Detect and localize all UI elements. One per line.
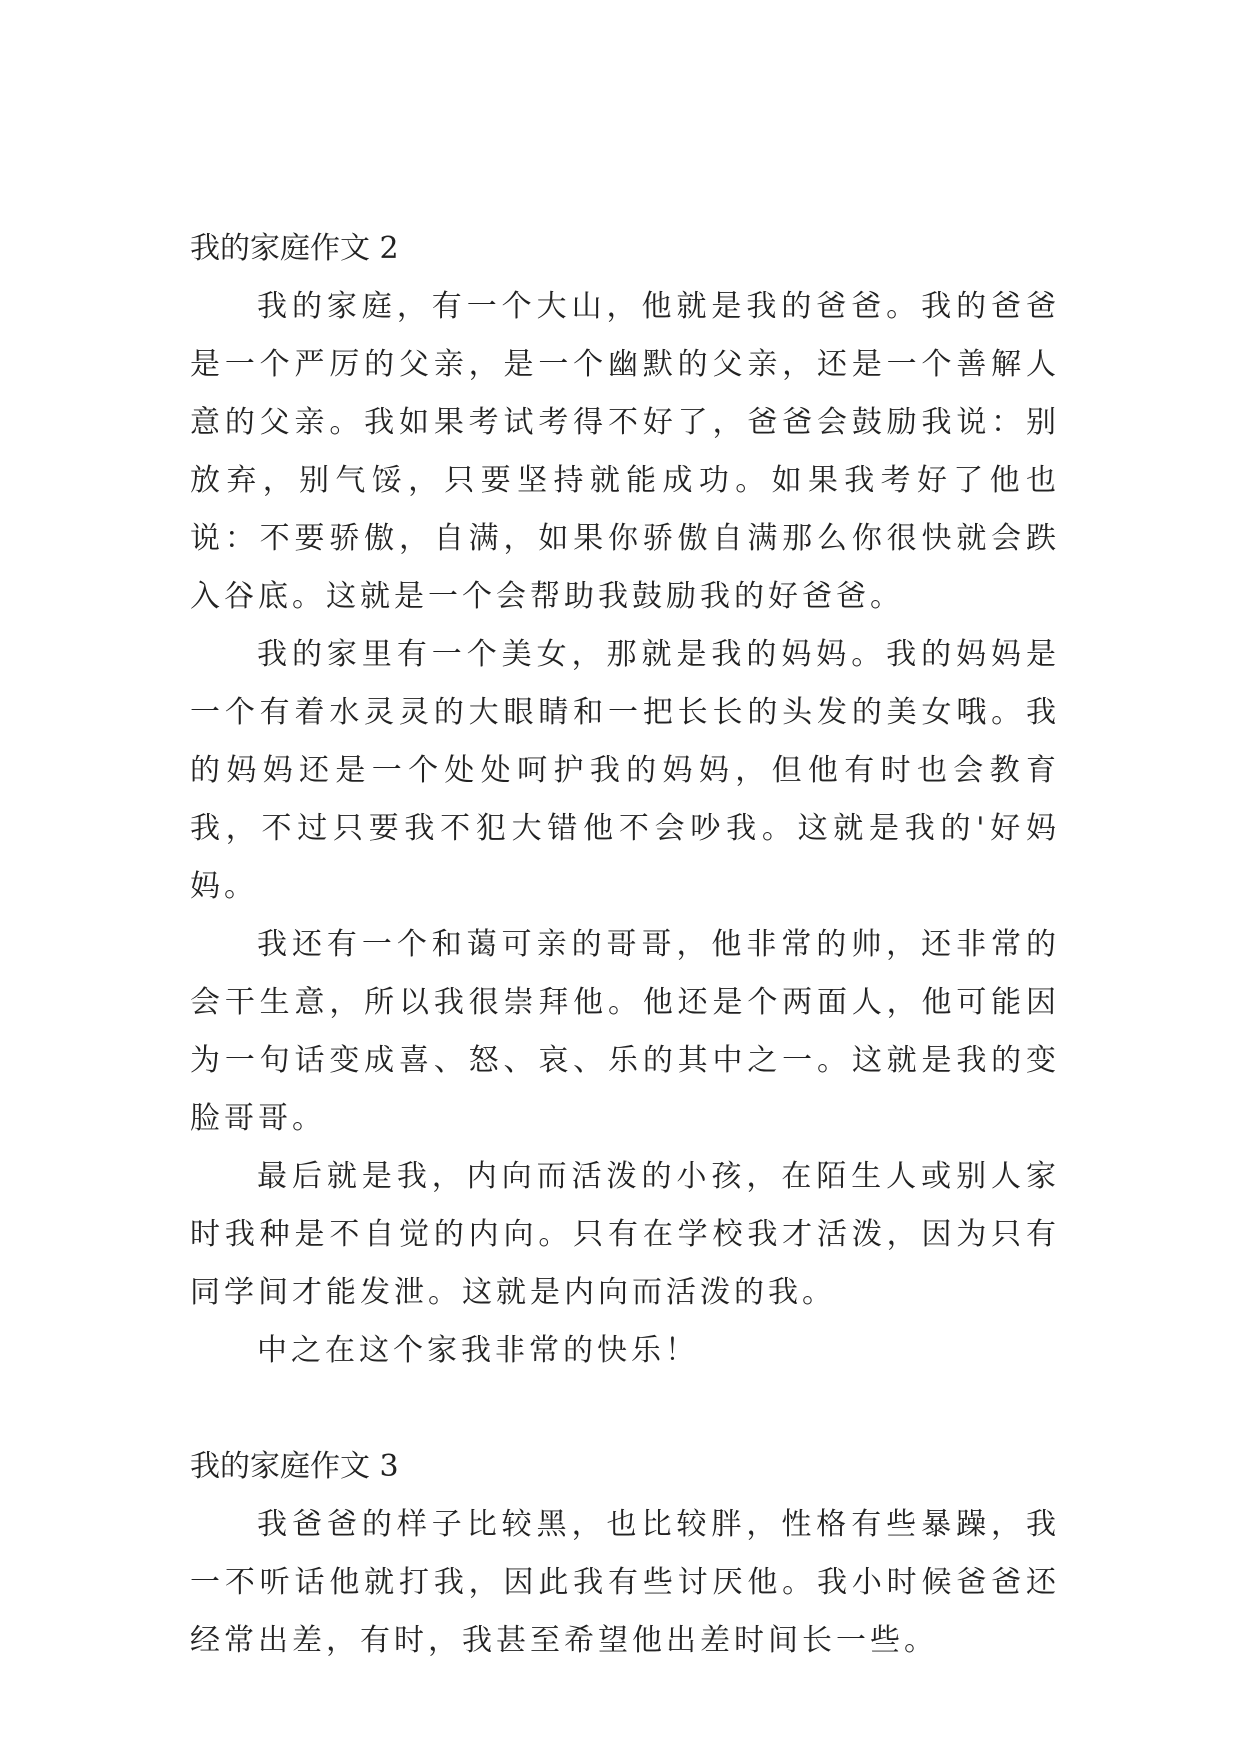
paragraph: 我的家庭，有一个大山，他就是我的爸爸。我的爸爸是一个严厉的父亲，是一个幽默的父亲，还是一个善解人意的父亲。我如果考试考得不好了，爸爸会鼓励我说：别放弃，别气馁，只要坚持就能成功。如果我考好了他也说：不要骄傲，自满，如果你骄傲自满那么你很快就会跌入谷底。这就是一个会帮助我鼓励我的好爸爸。 — [190, 289, 1060, 614]
paragraph: 我的家里有一个美女，那就是我的妈妈。我的妈妈是一个有着水灵灵的大眼睛和一把长长的头发的美女哦。我的妈妈还是一个处处呵护我的妈妈，但他有时也会教育我，不过只要我不犯大错他不会吵我。这就是我的'好妈妈。 — [190, 637, 1060, 904]
essay-body — [190, 278, 1060, 1380]
essay-body — [190, 1496, 1060, 1670]
paragraph: 最后就是我，内向而活泼的小孩，在陌生人或别人家时我种是不自觉的内向。只有在学校我才活泼，因为只有同学间才能发泄。这就是内向而活泼的我。 — [190, 1159, 1060, 1310]
essay-section-3 — [190, 1438, 1060, 1670]
paragraph: 中之在这个家我非常的快乐！ — [257, 1333, 699, 1368]
essay-section-2 — [190, 220, 1060, 1380]
paragraph: 我还有一个和蔼可亲的哥哥，他非常的帅，还非常的会干生意，所以我很崇拜他。他还是个两面人，他可能因为一句话变成喜、怒、哀、乐的其中之一。这就是我的变脸哥哥。 — [190, 927, 1060, 1136]
document-page — [190, 220, 1060, 1670]
paragraph: 我爸爸的样子比较黑，也比较胖，性格有些暴躁，我一不听话他就打我，因此我有些讨厌他。我小时候爸爸还经常出差，有时，我甚至希望他出差时间长一些。 — [190, 1507, 1060, 1658]
essay-title: 我的家庭作文 3 — [190, 1449, 399, 1484]
essay-title: 我的家庭作文 2 — [190, 231, 399, 266]
